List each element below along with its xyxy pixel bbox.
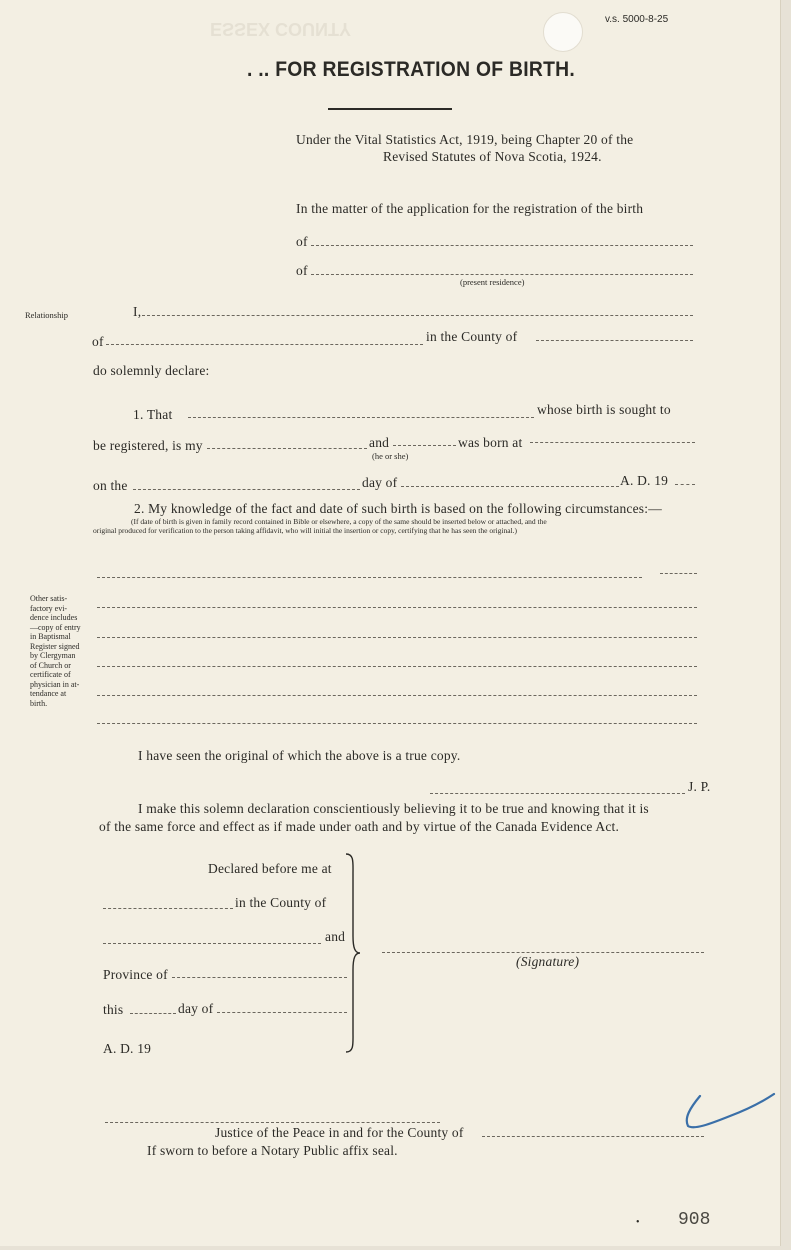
title-rule — [328, 108, 452, 110]
signature-field[interactable] — [382, 952, 704, 953]
province-field[interactable] — [172, 977, 347, 978]
declared-county-field[interactable] — [103, 943, 321, 944]
stamp-number: 908 — [678, 1210, 711, 1230]
i-label: I, — [133, 304, 142, 319]
evidence-line-3[interactable] — [97, 637, 697, 638]
para1-that: 1. That — [133, 407, 173, 422]
this-label: this — [103, 1002, 124, 1017]
present-residence-note: (present residence) — [460, 277, 525, 287]
check-mark-icon — [680, 1090, 780, 1138]
evidence-line-6[interactable] — [97, 723, 697, 724]
of-label-3: of — [92, 334, 104, 349]
he-or-she-note: (he or she) — [372, 451, 409, 461]
side-note: Other satis- factory evi- dence includes —copy of entry in Baptismal Register signed by Clergyman of Church or certificate of physician in at- tendance at birth. — [30, 594, 81, 708]
seen-original: I have seen the original of which the above is a true copy. — [138, 748, 461, 763]
declarant-county-field[interactable] — [536, 340, 693, 341]
and-label: and — [369, 435, 390, 450]
justice-county-field[interactable] — [482, 1136, 704, 1137]
birth-year-field[interactable] — [675, 484, 695, 485]
and-label-2: and — [325, 929, 346, 944]
form-code: v.s. 5000-8-25 — [605, 14, 669, 25]
jp-label: J. P. — [688, 779, 711, 794]
in-the-county-label: in the County of — [235, 895, 327, 910]
birthplace-field[interactable] — [530, 442, 695, 443]
notary-note: If sworn to before a Notary Public affix seal. — [147, 1143, 398, 1158]
signature-label: (Signature) — [516, 954, 580, 969]
residence-field[interactable] — [311, 274, 693, 275]
para2-note-2: original produced for verification to the person taking affidavit, who will initial the insertion or copy, certifying that he has seen the original.) — [93, 526, 518, 535]
whose-birth-label: whose birth is sought to — [537, 402, 671, 417]
declared-day-field[interactable] — [130, 1013, 176, 1014]
province-of-label: Province of — [103, 967, 168, 982]
child-name-field[interactable] — [188, 417, 534, 418]
relationship-label: Relationship — [25, 310, 68, 320]
declarant-name-field[interactable] — [142, 315, 693, 316]
declarant-place-field[interactable] — [106, 344, 423, 345]
day-of-label: day of — [362, 475, 398, 490]
declared-before-label: Declared before me at — [208, 861, 332, 876]
solemnly-declare: do solemnly declare: — [93, 363, 210, 378]
in-county-label: in the County of — [426, 329, 518, 344]
para2-text: 2. My knowledge of the fact and date of such birth is based on the following circumstances:— — [134, 501, 662, 516]
act-line-2: Revised Statutes of Nova Scotia, 1924. — [383, 149, 602, 164]
was-born-label: was born at — [458, 435, 523, 450]
ad-19-label-2: A. D. 19 — [103, 1041, 152, 1056]
act-line-1: Under the Vital Statistics Act, 1919, being Chapter 20 of the — [296, 132, 634, 147]
evidence-line-4[interactable] — [97, 666, 697, 667]
ad-19-label: A. D. 19 — [620, 473, 669, 488]
curly-brace — [340, 852, 364, 1054]
declared-place-field[interactable] — [103, 908, 233, 909]
evidence-line-1[interactable] — [97, 577, 642, 578]
punch-hole — [543, 12, 583, 52]
justice-signature-line[interactable] — [105, 1122, 440, 1123]
evidence-line-2[interactable] — [97, 607, 697, 608]
on-the-label: on the — [93, 478, 128, 493]
declaration-line-1: I make this solemn declaration conscientiously believing it to be true and knowing that it is — [138, 801, 649, 816]
evidence-line-1b[interactable] — [660, 573, 697, 574]
day-of-label-2: day of — [178, 1001, 214, 1016]
stamp-dot: • — [636, 1217, 640, 1228]
be-registered-label: be registered, is my — [93, 438, 203, 453]
of-label-2: of — [296, 263, 308, 278]
evidence-line-5[interactable] — [97, 695, 697, 696]
relationship-field[interactable] — [207, 448, 367, 449]
justice-label: Justice of the Peace in and for the County of — [215, 1125, 464, 1140]
para2-note-1: (If date of birth is given in family record contained in Bible or elsewhere, a copy of the same should be inserted below or attached, and the — [131, 517, 547, 526]
declaration-line-2: of the same force and effect as if made under oath and by virtue of the Canada Evidence Act. — [99, 819, 620, 834]
form-title: . .. FOR REGISTRATION OF BIRTH. — [247, 58, 576, 81]
declared-month-field[interactable] — [217, 1012, 347, 1013]
he-or-she-field[interactable] — [393, 445, 456, 446]
matter-line: In the matter of the application for the registration of the birth — [296, 201, 644, 216]
bleed-through-text: ESSEX COUNTY — [210, 19, 352, 39]
birth-day-field[interactable] — [133, 489, 360, 490]
jp-signature-line[interactable] — [430, 793, 685, 794]
of-label-1: of — [296, 234, 308, 249]
birth-month-field[interactable] — [401, 486, 619, 487]
name-field[interactable] — [311, 245, 693, 246]
